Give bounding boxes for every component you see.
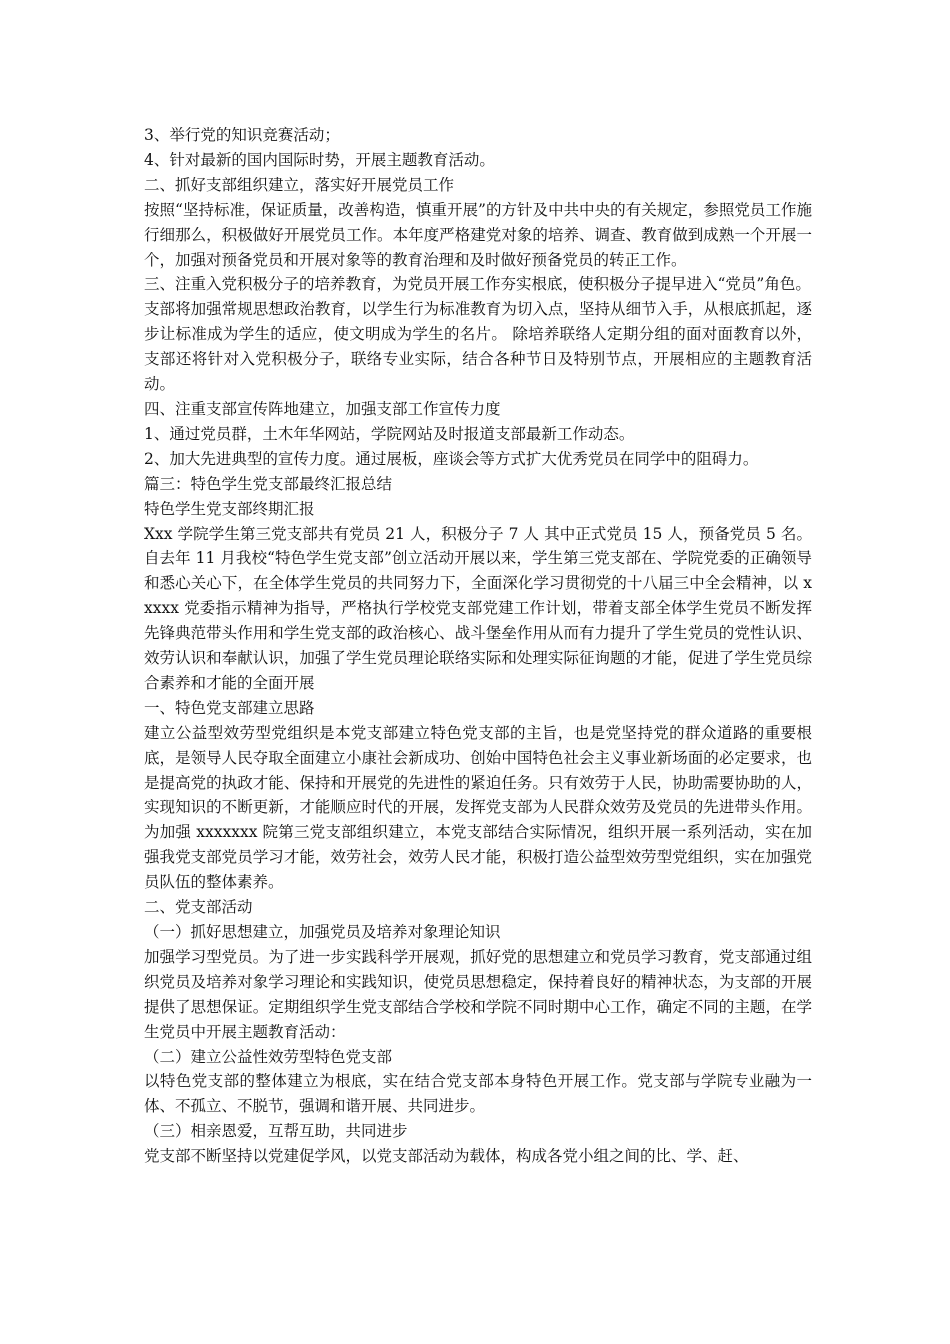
body-paragraph: Xxx 学院学生第三党支部共有党员 21 人，积极分子 7 人 其中正式党员 15 人，预备党员 5 名。自去年 11 月我校“特色学生党支部”创立活动开展以来，学生第三党支部在、学院党委的正确领导和悉心关心下，在全体学生党员的共同努力下，全面深化学习贯彻党的十八届三中全会精神，以 xxxxx 党委指示精神为指导，严格执行学校党支部党建工作计划，带着支部全体学生党员不断发挥先锋典范带头作用和学生党支部的政治核心、战斗堡垒作用从而有力提升了学生党员的党性认识、效劳认识和奉献认识，加强了学生党员理论联络实际和处理实际征询题的才能，促进了学生党员综合素养和才能的全面开展 xyxy=(144,524,812,692)
body-paragraph: 建立公益型效劳型党组织是本党支部建立特色党支部的主旨，也是党坚持党的群众道路的重要根底，是领导人民夺取全面建立小康社会新成功、创始中国特色社会主义事业新场面的必定要求，也是提高党的执政才能、保持和开展党的先进性的紧迫任务。只有效劳于人民，协助需要协助的人，实现知识的不断更新，才能顺应时代的开展，发挥党支部为人民群众效劳及党员的先进带头作用。为加强 xxxxxxx 院第三党支部组织建立，本党支部结合实际情况，组织开展一系列活动，实在加强我党支部党员学习才能，效劳社会，效劳人民才能，积极打造公益型效劳型党组织，实在加强党员队伍的整体素养。 xyxy=(144,723,812,892)
section-heading-publicity: 四、注重支部宣传阵地建立，加强支部工作宣传力度 xyxy=(144,399,501,418)
body-paragraph: 以特色党支部的整体建立为根底，实在结合党支部本身特色开展工作。党支部与学院专业融为一体、不孤立、不脱节，强调和谐开展、共同进步。 xyxy=(144,1072,812,1116)
article-title: 篇三：特色学生党支部最终汇报总结 xyxy=(144,474,393,493)
list-item-report-news: 1、通过党员群，土木年华网站，学院网站及时报道支部最新工作动态。 xyxy=(144,424,635,443)
document-body xyxy=(144,123,812,1169)
body-paragraph: 按照“坚持标准，保证质量，改善构造，慎重开展”的方针及中共中央的有关规定，参照党员工作施行细那么，积极做好开展党员工作。本年度严格建党对象的培养、调查、教育做到成熟一个开展一个，加强对预备党员和开展对象等的教育治理和及时做好预备党员的转正工作。 xyxy=(144,200,812,269)
list-item-model-publicity: 2、加大先进典型的宣传力度。通过展板，座谈会等方式扩大优秀党员在同学中的阻碍力。 xyxy=(144,449,759,468)
body-paragraph: 支部将加强常规思想政治教育，以学生行为标准教育为切入点，坚持从细节入手，从根底抓起，逐步让标准成为学生的适应，使文明成为学生的名片。 除培养联络人定期分组的面对面教育以外，支部还将针对入党积极分子，联络专业实际，结合各种节日及特别节点，开展相应的主题教育活动。 xyxy=(144,300,812,394)
section-heading-activist-training: 三、注重入党积极分子的培养教育，为党员开展工作夯实根底，使积极分子提早进入“党员”角色。 xyxy=(144,275,811,294)
subsection-heading-public-service: （二）建立公益性效劳型特色党支部 xyxy=(144,1047,393,1066)
list-item-theme-education: 4、针对最新的国内国际时势，开展主题教育活动。 xyxy=(144,150,495,169)
subsection-heading-ideology: （一）抓好思想建立，加强党员及培养对象理论知识 xyxy=(144,923,501,941)
body-paragraph: 党支部不断坚持以党建促学风，以党支部活动为载体，构成各党小组之间的比、学、赶、 xyxy=(144,1147,749,1166)
section-heading-branch-activities: 二、党支部活动 xyxy=(144,898,253,917)
subsection-heading-mutual-help: （三）相亲恩爱，互帮互助，共同进步 xyxy=(144,1122,408,1141)
list-item-knowledge-contest: 3、举行党的知识竞赛活动； xyxy=(144,126,340,144)
section-heading-branch-organization: 二、抓好支部组织建立，落实好开展党员工作 xyxy=(144,175,455,194)
body-paragraph: 加强学习型党员。为了进一步实践科学开展观，抓好党的思想建立和党员学习教育，党支部通过组织党员及培养对象学习理论和实践知识，使党员思想稳定，保持着良好的精神状态，为支部的开展提供了思想保证。定期组织学生党支部结合学校和学院不同时期中心工作，确定不同的主题，在学生党员中开展主题教育活动： xyxy=(144,947,812,1041)
article-subtitle: 特色学生党支部终期汇报 xyxy=(144,499,315,518)
section-heading-construction-ideas: 一、特色党支部建立思路 xyxy=(144,698,315,717)
